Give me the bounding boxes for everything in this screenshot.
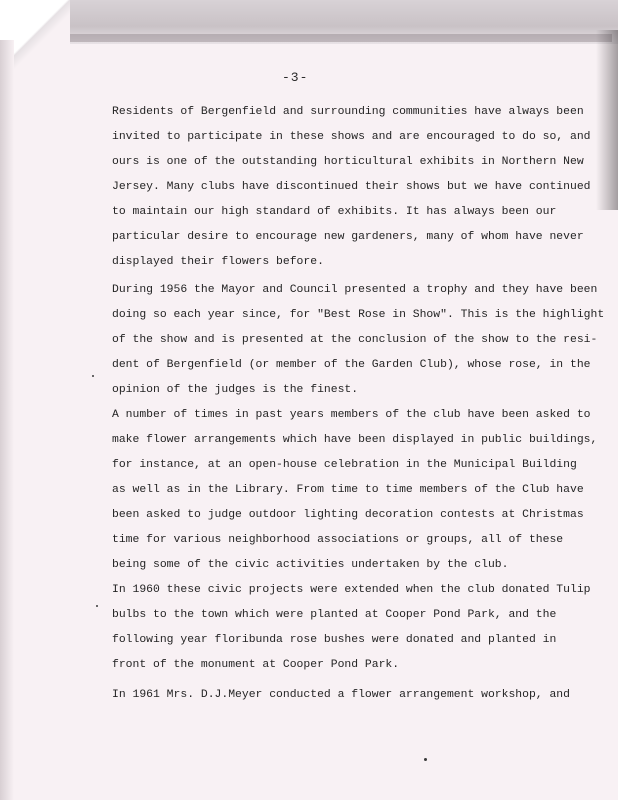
text-line: invited to participate in these shows and are encouraged to do so, and: [112, 131, 591, 143]
ink-speck: [96, 605, 98, 607]
text-line: A number of times in past years members of the club have been asked to: [112, 409, 591, 421]
paragraph-5: [112, 683, 570, 708]
paragraph-4: [112, 578, 591, 678]
text-line: Residents of Bergenfield and surrounding communities have always been: [112, 106, 584, 118]
text-line: time for various neighborhood associations or groups, all of these: [112, 534, 564, 546]
text-line: for instance, at an open-house celebration in the Municipal Building: [112, 459, 577, 471]
paragraph-1: [112, 100, 591, 275]
scan-shadow-bar: [12, 34, 612, 42]
text-line: In 1960 these civic projects were extended when the club donated Tulip: [112, 584, 591, 596]
page-number: -3-: [282, 70, 309, 85]
text-line: opinion of the judges is the finest.: [112, 384, 359, 396]
text-line: In 1961 Mrs. D.J.Meyer conducted a flower arrangement workshop, and: [112, 689, 570, 701]
right-edge-shadow: [596, 30, 618, 210]
text-line: bulbs to the town which were planted at Cooper Pond Park, and the: [112, 609, 557, 621]
ink-speck: [92, 375, 94, 377]
text-line: following year floribunda rose bushes were donated and planted in: [112, 634, 557, 646]
text-line: to maintain our high standard of exhibits. It has always been our: [112, 206, 557, 218]
text-line: make flower arrangements which have been displayed in public buildings,: [112, 434, 598, 446]
paragraph-3: [112, 403, 598, 578]
paragraph-2: [112, 278, 605, 403]
text-line: doing so each year since, for "Best Rose in Show". This is the highlight: [112, 309, 605, 321]
text-line: Jersey. Many clubs have discontinued their shows but we have continued: [112, 181, 591, 193]
text-line: displayed their flowers before.: [112, 256, 324, 268]
text-line: During 1956 the Mayor and Council presented a trophy and they have been: [112, 284, 598, 296]
text-line: ours is one of the outstanding horticultural exhibits in Northern New: [112, 156, 584, 168]
ink-speck: [424, 758, 427, 761]
text-line: been asked to judge outdoor lighting decoration contests at Christmas: [112, 509, 584, 521]
text-line: front of the monument at Cooper Pond Park.: [112, 659, 400, 671]
text-line: of the show and is presented at the conclusion of the show to the resi-: [112, 334, 598, 346]
text-line: being some of the civic activities undertaken by the club.: [112, 559, 509, 571]
left-edge-shadow: [0, 40, 14, 800]
text-line: particular desire to encourage new gardeners, many of whom have never: [112, 231, 584, 243]
text-line: dent of Bergenfield (or member of the Garden Club), whose rose, in the: [112, 359, 591, 371]
text-line: as well as in the Library. From time to time members of the Club have: [112, 484, 584, 496]
